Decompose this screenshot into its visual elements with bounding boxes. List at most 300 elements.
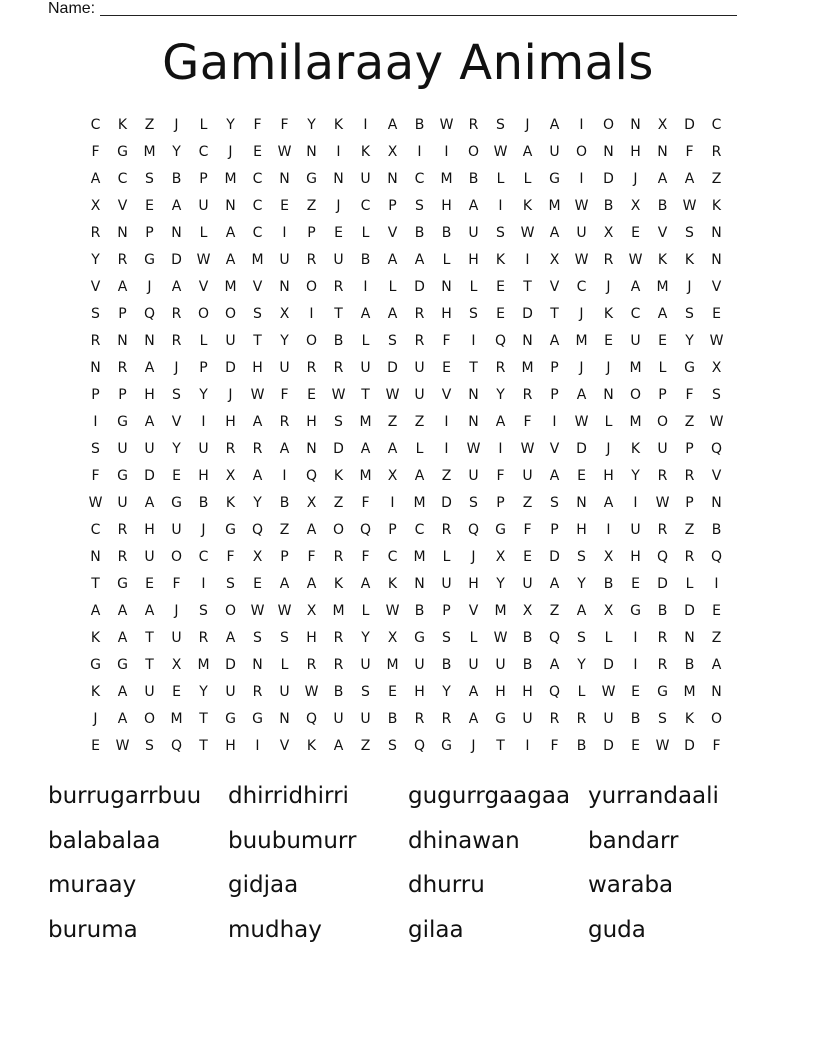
- grid-letter[interactable]: R: [414, 711, 425, 727]
- grid-letter[interactable]: N: [630, 117, 641, 133]
- grid-letter[interactable]: E: [172, 684, 181, 700]
- grid-letter[interactable]: O: [656, 414, 669, 430]
- grid-letter[interactable]: V: [711, 468, 722, 484]
- grid-letter[interactable]: Z: [684, 522, 695, 538]
- grid-letter[interactable]: E: [307, 387, 316, 403]
- grid-letter[interactable]: L: [361, 333, 370, 349]
- grid-letter[interactable]: W: [574, 252, 589, 268]
- grid-letter[interactable]: K: [630, 441, 641, 457]
- grid-letter[interactable]: G: [684, 360, 695, 376]
- grid-letter[interactable]: A: [90, 171, 101, 187]
- grid-letter[interactable]: R: [90, 333, 101, 349]
- grid-letter[interactable]: I: [282, 468, 287, 484]
- grid-letter[interactable]: D: [657, 576, 668, 592]
- grid-letter[interactable]: J: [174, 603, 179, 619]
- grid-letter[interactable]: Z: [414, 414, 425, 430]
- grid-letter[interactable]: F: [91, 468, 100, 484]
- grid-letter[interactable]: G: [171, 495, 182, 511]
- grid-letter[interactable]: U: [144, 684, 155, 700]
- grid-letter[interactable]: M: [656, 279, 669, 295]
- grid-letter[interactable]: U: [171, 522, 182, 538]
- grid-letter[interactable]: G: [252, 711, 263, 727]
- grid-letter[interactable]: L: [577, 684, 586, 700]
- grid-letter[interactable]: A: [90, 603, 101, 619]
- grid-letter[interactable]: P: [685, 495, 694, 511]
- grid-letter[interactable]: N: [171, 225, 182, 241]
- grid-letter[interactable]: J: [579, 306, 584, 322]
- grid-letter[interactable]: W: [385, 387, 400, 403]
- grid-letter[interactable]: N: [144, 333, 155, 349]
- grid-letter[interactable]: M: [197, 657, 210, 673]
- grid-letter[interactable]: X: [603, 603, 614, 619]
- grid-letter[interactable]: A: [117, 279, 128, 295]
- grid-letter[interactable]: K: [333, 576, 344, 592]
- grid-letter[interactable]: G: [306, 171, 317, 187]
- grid-letter[interactable]: P: [199, 360, 208, 376]
- grid-letter[interactable]: W: [493, 144, 508, 160]
- grid-letter[interactable]: R: [117, 360, 128, 376]
- grid-letter[interactable]: D: [603, 657, 614, 673]
- grid-letter[interactable]: U: [549, 144, 560, 160]
- grid-letter[interactable]: K: [333, 468, 344, 484]
- grid-letter[interactable]: S: [361, 684, 370, 700]
- grid-letter[interactable]: E: [388, 684, 397, 700]
- grid-letter[interactable]: Q: [251, 522, 264, 538]
- grid-letter[interactable]: U: [441, 576, 452, 592]
- grid-letter[interactable]: P: [91, 387, 100, 403]
- grid-letter[interactable]: K: [657, 252, 668, 268]
- grid-letter[interactable]: S: [145, 738, 154, 754]
- grid-letter[interactable]: U: [225, 333, 236, 349]
- grid-letter[interactable]: A: [549, 468, 560, 484]
- grid-letter[interactable]: W: [682, 198, 697, 214]
- grid-letter[interactable]: E: [91, 738, 100, 754]
- grid-letter[interactable]: S: [496, 117, 505, 133]
- grid-letter[interactable]: E: [658, 333, 667, 349]
- grid-letter[interactable]: V: [198, 279, 209, 295]
- grid-letter[interactable]: P: [550, 387, 559, 403]
- grid-letter[interactable]: I: [201, 576, 206, 592]
- grid-letter[interactable]: B: [468, 171, 479, 187]
- grid-letter[interactable]: B: [684, 657, 695, 673]
- grid-letter[interactable]: N: [117, 225, 128, 241]
- grid-letter[interactable]: J: [579, 360, 584, 376]
- grid-letter[interactable]: X: [387, 630, 398, 646]
- grid-letter[interactable]: S: [388, 738, 397, 754]
- grid-letter[interactable]: U: [360, 657, 371, 673]
- grid-letter[interactable]: U: [630, 522, 641, 538]
- grid-letter[interactable]: A: [657, 306, 668, 322]
- grid-letter[interactable]: B: [387, 711, 398, 727]
- grid-letter[interactable]: W: [574, 198, 589, 214]
- grid-letter[interactable]: X: [522, 603, 533, 619]
- grid-letter[interactable]: A: [360, 306, 371, 322]
- grid-letter[interactable]: A: [117, 684, 128, 700]
- grid-letter[interactable]: U: [279, 252, 290, 268]
- grid-letter[interactable]: I: [417, 144, 422, 160]
- grid-letter[interactable]: R: [90, 225, 101, 241]
- grid-letter[interactable]: B: [603, 198, 614, 214]
- grid-letter[interactable]: A: [144, 414, 155, 430]
- grid-letter[interactable]: H: [495, 684, 506, 700]
- grid-letter[interactable]: U: [576, 225, 587, 241]
- grid-letter[interactable]: R: [333, 360, 344, 376]
- grid-letter[interactable]: C: [360, 198, 371, 214]
- grid-letter[interactable]: W: [655, 495, 670, 511]
- grid-letter[interactable]: W: [628, 252, 643, 268]
- grid-letter[interactable]: C: [252, 198, 263, 214]
- grid-letter[interactable]: D: [333, 441, 344, 457]
- grid-letter[interactable]: S: [550, 495, 559, 511]
- grid-letter[interactable]: W: [709, 414, 724, 430]
- grid-letter[interactable]: Y: [199, 387, 208, 403]
- grid-letter[interactable]: M: [575, 333, 588, 349]
- grid-letter[interactable]: B: [441, 657, 452, 673]
- grid-letter[interactable]: T: [523, 279, 532, 295]
- grid-letter[interactable]: Z: [711, 171, 722, 187]
- grid-letter[interactable]: A: [252, 414, 263, 430]
- grid-letter[interactable]: R: [306, 657, 317, 673]
- grid-letter[interactable]: W: [520, 441, 535, 457]
- grid-letter[interactable]: J: [174, 360, 179, 376]
- grid-letter[interactable]: U: [468, 657, 479, 673]
- grid-letter[interactable]: H: [144, 387, 155, 403]
- grid-letter[interactable]: S: [91, 306, 100, 322]
- grid-letter[interactable]: Y: [253, 495, 262, 511]
- grid-letter[interactable]: E: [145, 576, 154, 592]
- grid-letter[interactable]: D: [144, 468, 155, 484]
- grid-letter[interactable]: U: [657, 441, 668, 457]
- grid-letter[interactable]: F: [226, 549, 235, 565]
- grid-letter[interactable]: O: [575, 144, 588, 160]
- grid-letter[interactable]: R: [657, 522, 668, 538]
- grid-letter[interactable]: I: [444, 441, 449, 457]
- grid-letter[interactable]: O: [710, 711, 723, 727]
- grid-letter[interactable]: U: [495, 657, 506, 673]
- grid-letter[interactable]: D: [171, 252, 182, 268]
- grid-letter[interactable]: U: [225, 684, 236, 700]
- grid-letter[interactable]: C: [414, 522, 425, 538]
- grid-letter[interactable]: W: [709, 333, 724, 349]
- grid-letter[interactable]: D: [522, 306, 533, 322]
- grid-letter[interactable]: N: [711, 252, 722, 268]
- grid-letter[interactable]: Z: [306, 198, 317, 214]
- grid-letter[interactable]: B: [522, 657, 533, 673]
- grid-letter[interactable]: U: [198, 441, 209, 457]
- grid-letter[interactable]: I: [579, 117, 584, 133]
- grid-letter[interactable]: D: [387, 360, 398, 376]
- grid-letter[interactable]: U: [279, 684, 290, 700]
- grid-letter[interactable]: R: [333, 630, 344, 646]
- grid-letter[interactable]: M: [359, 414, 372, 430]
- grid-letter[interactable]: F: [523, 522, 532, 538]
- grid-letter[interactable]: R: [306, 252, 317, 268]
- grid-letter[interactable]: O: [143, 711, 156, 727]
- grid-letter[interactable]: E: [631, 576, 640, 592]
- grid-letter[interactable]: U: [333, 711, 344, 727]
- grid-letter[interactable]: L: [469, 630, 478, 646]
- grid-letter[interactable]: I: [363, 279, 368, 295]
- grid-letter[interactable]: N: [441, 279, 452, 295]
- grid-letter[interactable]: E: [253, 144, 262, 160]
- grid-letter[interactable]: V: [117, 198, 128, 214]
- grid-letter[interactable]: J: [336, 198, 341, 214]
- grid-letter[interactable]: M: [413, 549, 426, 565]
- grid-letter[interactable]: V: [711, 279, 722, 295]
- grid-letter[interactable]: U: [171, 630, 182, 646]
- grid-letter[interactable]: L: [604, 630, 613, 646]
- grid-letter[interactable]: Z: [684, 414, 695, 430]
- grid-letter[interactable]: S: [658, 711, 667, 727]
- grid-letter[interactable]: X: [387, 144, 398, 160]
- grid-letter[interactable]: I: [633, 495, 638, 511]
- grid-letter[interactable]: Y: [91, 252, 100, 268]
- grid-letter[interactable]: I: [444, 144, 449, 160]
- grid-letter[interactable]: B: [711, 522, 722, 538]
- grid-letter[interactable]: D: [441, 495, 452, 511]
- grid-letter[interactable]: R: [684, 468, 695, 484]
- grid-letter[interactable]: R: [198, 630, 209, 646]
- grid-letter[interactable]: V: [549, 279, 560, 295]
- grid-letter[interactable]: R: [657, 468, 668, 484]
- grid-letter[interactable]: U: [360, 360, 371, 376]
- grid-letter[interactable]: C: [630, 306, 641, 322]
- grid-letter[interactable]: R: [414, 333, 425, 349]
- grid-letter[interactable]: M: [494, 603, 507, 619]
- grid-letter[interactable]: L: [199, 225, 208, 241]
- grid-letter[interactable]: L: [442, 252, 451, 268]
- grid-letter[interactable]: Y: [361, 630, 370, 646]
- grid-letter[interactable]: J: [687, 279, 692, 295]
- grid-letter[interactable]: C: [198, 549, 209, 565]
- grid-letter[interactable]: F: [685, 144, 694, 160]
- grid-letter[interactable]: P: [685, 441, 694, 457]
- grid-letter[interactable]: H: [468, 576, 479, 592]
- grid-letter[interactable]: G: [90, 657, 101, 673]
- grid-letter[interactable]: K: [603, 306, 614, 322]
- grid-letter[interactable]: D: [225, 657, 236, 673]
- grid-letter[interactable]: T: [91, 576, 100, 592]
- grid-letter[interactable]: S: [253, 306, 262, 322]
- grid-letter[interactable]: V: [252, 279, 263, 295]
- grid-letter[interactable]: C: [252, 171, 263, 187]
- grid-letter[interactable]: T: [496, 738, 505, 754]
- grid-letter[interactable]: H: [468, 252, 479, 268]
- grid-letter[interactable]: A: [549, 117, 560, 133]
- grid-letter[interactable]: Y: [631, 468, 640, 484]
- grid-letter[interactable]: A: [468, 711, 479, 727]
- grid-letter[interactable]: A: [711, 657, 722, 673]
- grid-letter[interactable]: M: [629, 360, 642, 376]
- grid-letter[interactable]: E: [523, 549, 532, 565]
- grid-letter[interactable]: R: [657, 630, 668, 646]
- grid-letter[interactable]: N: [279, 279, 290, 295]
- grid-letter[interactable]: R: [522, 387, 533, 403]
- grid-letter[interactable]: G: [549, 171, 560, 187]
- grid-letter[interactable]: S: [388, 333, 397, 349]
- grid-letter[interactable]: K: [684, 711, 695, 727]
- grid-letter[interactable]: T: [469, 360, 478, 376]
- grid-letter[interactable]: Y: [496, 387, 505, 403]
- grid-letter[interactable]: T: [145, 630, 154, 646]
- grid-letter[interactable]: N: [684, 630, 695, 646]
- grid-letter[interactable]: H: [144, 522, 155, 538]
- grid-letter[interactable]: T: [199, 738, 208, 754]
- grid-letter[interactable]: W: [331, 387, 346, 403]
- grid-letter[interactable]: R: [684, 549, 695, 565]
- grid-letter[interactable]: O: [332, 522, 345, 538]
- grid-letter[interactable]: A: [684, 171, 695, 187]
- grid-letter[interactable]: U: [414, 360, 425, 376]
- grid-letter[interactable]: I: [552, 414, 557, 430]
- grid-letter[interactable]: M: [683, 684, 696, 700]
- grid-letter[interactable]: Q: [548, 684, 561, 700]
- grid-letter[interactable]: R: [117, 522, 128, 538]
- grid-letter[interactable]: X: [90, 198, 101, 214]
- grid-letter[interactable]: O: [197, 306, 210, 322]
- grid-letter[interactable]: N: [252, 657, 263, 673]
- grid-letter[interactable]: K: [333, 117, 344, 133]
- grid-letter[interactable]: R: [252, 684, 263, 700]
- grid-letter[interactable]: A: [144, 360, 155, 376]
- grid-letter[interactable]: H: [522, 684, 533, 700]
- grid-letter[interactable]: A: [495, 414, 506, 430]
- grid-letter[interactable]: P: [388, 522, 397, 538]
- grid-letter[interactable]: M: [440, 171, 453, 187]
- grid-letter[interactable]: S: [253, 630, 262, 646]
- grid-letter[interactable]: B: [522, 630, 533, 646]
- grid-letter[interactable]: P: [658, 387, 667, 403]
- grid-letter[interactable]: R: [441, 711, 452, 727]
- grid-letter[interactable]: A: [306, 576, 317, 592]
- grid-letter[interactable]: T: [145, 657, 154, 673]
- grid-letter[interactable]: S: [172, 387, 181, 403]
- grid-letter[interactable]: B: [414, 117, 425, 133]
- grid-letter[interactable]: H: [630, 144, 641, 160]
- grid-letter[interactable]: J: [606, 441, 611, 457]
- grid-letter[interactable]: S: [145, 171, 154, 187]
- grid-letter[interactable]: W: [520, 225, 535, 241]
- grid-letter[interactable]: H: [414, 684, 425, 700]
- grid-letter[interactable]: W: [115, 738, 130, 754]
- grid-letter[interactable]: H: [306, 414, 317, 430]
- grid-letter[interactable]: G: [117, 576, 128, 592]
- grid-letter[interactable]: Y: [172, 144, 181, 160]
- grid-letter[interactable]: I: [579, 171, 584, 187]
- grid-letter[interactable]: W: [493, 630, 508, 646]
- grid-letter[interactable]: X: [603, 225, 614, 241]
- grid-letter[interactable]: R: [549, 711, 560, 727]
- grid-letter[interactable]: A: [414, 468, 425, 484]
- grid-letter[interactable]: R: [225, 441, 236, 457]
- grid-letter[interactable]: D: [549, 549, 560, 565]
- grid-letter[interactable]: A: [360, 576, 371, 592]
- grid-letter[interactable]: J: [93, 711, 98, 727]
- grid-letter[interactable]: N: [711, 225, 722, 241]
- grid-letter[interactable]: A: [387, 117, 398, 133]
- grid-letter[interactable]: U: [522, 576, 533, 592]
- grid-letter[interactable]: N: [711, 495, 722, 511]
- grid-letter[interactable]: F: [442, 333, 451, 349]
- grid-letter[interactable]: R: [306, 360, 317, 376]
- grid-letter[interactable]: A: [144, 603, 155, 619]
- grid-letter[interactable]: P: [550, 522, 559, 538]
- name-write-line[interactable]: [100, 15, 737, 16]
- grid-letter[interactable]: Y: [307, 117, 316, 133]
- grid-letter[interactable]: I: [633, 630, 638, 646]
- grid-letter[interactable]: C: [90, 117, 101, 133]
- grid-letter[interactable]: W: [196, 252, 211, 268]
- grid-letter[interactable]: A: [225, 630, 236, 646]
- grid-letter[interactable]: U: [333, 252, 344, 268]
- grid-letter[interactable]: E: [145, 198, 154, 214]
- grid-letter[interactable]: V: [441, 387, 452, 403]
- grid-letter[interactable]: X: [306, 603, 317, 619]
- grid-letter[interactable]: U: [144, 549, 155, 565]
- grid-letter[interactable]: U: [279, 360, 290, 376]
- grid-letter[interactable]: N: [90, 360, 101, 376]
- grid-letter[interactable]: B: [414, 603, 425, 619]
- grid-letter[interactable]: U: [360, 171, 371, 187]
- grid-letter[interactable]: Y: [577, 576, 586, 592]
- grid-letter[interactable]: R: [279, 414, 290, 430]
- grid-letter[interactable]: N: [576, 495, 587, 511]
- grid-letter[interactable]: Y: [172, 441, 181, 457]
- grid-letter[interactable]: Q: [710, 441, 723, 457]
- grid-letter[interactable]: Z: [549, 603, 560, 619]
- grid-letter[interactable]: O: [305, 333, 318, 349]
- grid-letter[interactable]: G: [441, 738, 452, 754]
- grid-letter[interactable]: U: [117, 495, 128, 511]
- grid-letter[interactable]: T: [253, 333, 262, 349]
- grid-letter[interactable]: N: [333, 171, 344, 187]
- grid-letter[interactable]: E: [280, 198, 289, 214]
- grid-letter[interactable]: L: [658, 360, 667, 376]
- grid-letter[interactable]: V: [657, 225, 668, 241]
- grid-letter[interactable]: V: [90, 279, 101, 295]
- grid-letter[interactable]: K: [306, 738, 317, 754]
- grid-letter[interactable]: K: [684, 252, 695, 268]
- grid-letter[interactable]: A: [333, 738, 344, 754]
- grid-letter[interactable]: C: [576, 279, 587, 295]
- grid-letter[interactable]: M: [359, 468, 372, 484]
- grid-letter[interactable]: Y: [442, 684, 451, 700]
- grid-letter[interactable]: E: [253, 576, 262, 592]
- grid-letter[interactable]: E: [604, 333, 613, 349]
- grid-letter[interactable]: E: [712, 603, 721, 619]
- grid-letter[interactable]: O: [629, 387, 642, 403]
- grid-letter[interactable]: E: [442, 360, 451, 376]
- grid-letter[interactable]: R: [117, 252, 128, 268]
- grid-letter[interactable]: P: [307, 225, 316, 241]
- grid-letter[interactable]: L: [469, 279, 478, 295]
- grid-letter[interactable]: O: [170, 549, 183, 565]
- grid-letter[interactable]: P: [118, 387, 127, 403]
- grid-letter[interactable]: X: [711, 360, 722, 376]
- grid-letter[interactable]: H: [198, 468, 209, 484]
- grid-letter[interactable]: Z: [522, 495, 533, 511]
- grid-letter[interactable]: S: [442, 630, 451, 646]
- grid-letter[interactable]: C: [387, 549, 398, 565]
- grid-letter[interactable]: K: [360, 144, 371, 160]
- grid-letter[interactable]: B: [603, 576, 614, 592]
- grid-letter[interactable]: Z: [711, 630, 722, 646]
- grid-letter[interactable]: Z: [360, 738, 371, 754]
- grid-letter[interactable]: S: [469, 495, 478, 511]
- grid-letter[interactable]: O: [224, 306, 237, 322]
- grid-letter[interactable]: R: [576, 711, 587, 727]
- grid-letter[interactable]: N: [603, 387, 614, 403]
